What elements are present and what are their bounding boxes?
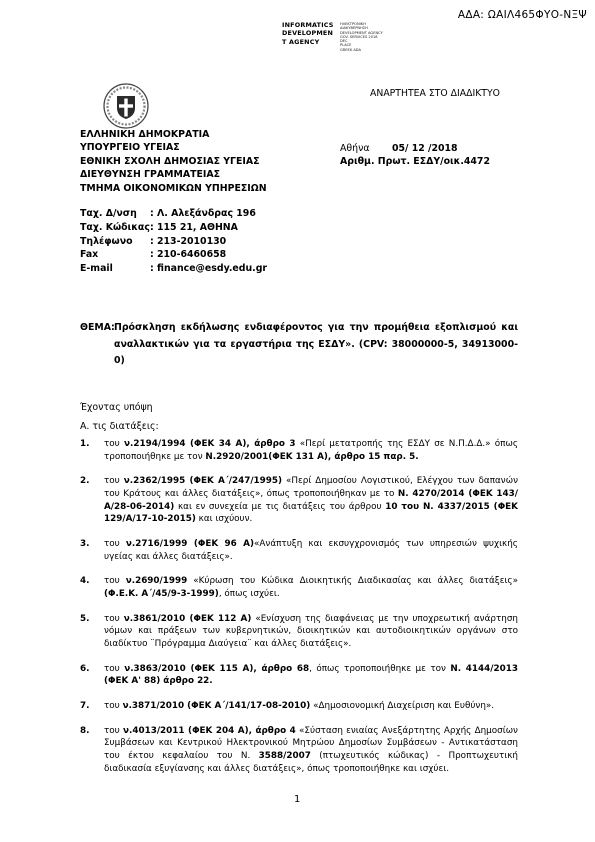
subject-label: ΘΕΜΑ: xyxy=(80,322,115,333)
protocol-row xyxy=(340,155,490,168)
stamp-small-line: GREEK ADA xyxy=(340,47,361,52)
contact-row xyxy=(80,248,267,262)
header-line: ΕΛΛΗΝΙΚΗ ΔΗΜΟΚΡΑΤΙΑ xyxy=(80,129,210,140)
provision-item xyxy=(80,663,518,688)
provision-number: 7. xyxy=(80,701,90,712)
law-reference: (Φ.Ε.Κ. Α΄/45/9-3-1999) xyxy=(104,588,219,599)
provisions-list xyxy=(80,438,518,787)
date-protocol-block xyxy=(340,142,490,169)
provision-item xyxy=(80,475,518,525)
header-line: ΔΙΕΥΘΥΝΣΗ ΓΡΑΜΜΑΤΕΙΑΣ xyxy=(80,169,221,181)
law-reference: Ν. 4144/2013 (ΦΕΚ Α' 88) άρθρο 22. xyxy=(104,663,518,687)
ada-code: ΑΔΑ: ΩΑΙΛ465ΦΥΟ-ΝΞΨ xyxy=(457,9,587,21)
subject-text: Πρόσκληση εκδήλωσης ενδιαφέροντος για την προμήθεια εξοπλισμού και αναλλακτικών για τα εργαστήρια της ΕΣΔΥ». (CPV: 38000000-5, 34913000-0) xyxy=(114,322,518,366)
contact-value: : Λ. Αλεξάνδρας 196 xyxy=(150,208,256,219)
law-reference: ν.4013/2011 (ΦΕΚ 204 Α), άρθρο 4 xyxy=(123,725,296,736)
post-online-notice: ΑΝΑΡΤΗΤΕΑ ΣΤΟ ΔΙΑΔΙΚΤΥΟ xyxy=(370,88,500,99)
law-reference: ν.3871/2010 (ΦΕΚ Α΄/141/17-08-2010) xyxy=(122,701,311,712)
provision-text: του ν.2690/1999 «Κύρωση του Κώδικα Διοικητικής Διαδικασίας και άλλες διατάξεις» (Φ.Ε.Κ. Α΄/45/9-3-1999), όπως ισχύει. xyxy=(104,576,518,599)
contact-label: Fax xyxy=(80,249,99,261)
contact-row xyxy=(80,262,267,276)
provisions-heading: Α. τις διατάξεις: xyxy=(80,421,159,432)
date-row xyxy=(340,142,490,155)
law-reference: ν.2690/1999 xyxy=(125,576,188,587)
stamp-small-line: ΔΙΑΚΥΒΕΡΝΗΣΗ xyxy=(340,26,368,31)
provision-number: 2. xyxy=(80,476,90,487)
provision-number: 6. xyxy=(80,663,90,674)
page-number: 1 xyxy=(294,794,301,805)
stamp-title xyxy=(282,21,334,46)
provision-number: 8. xyxy=(80,725,90,736)
provision-number: 5. xyxy=(80,613,90,624)
document-date: 05/ 12 /2018 xyxy=(392,143,458,154)
provision-item xyxy=(80,700,518,713)
law-reference: ν.3861/2010 (ΦΕΚ 112 Α) xyxy=(123,613,252,624)
law-reference: ν.2716/1999 (ΦΕΚ 96 Α) xyxy=(125,538,255,549)
stamp-small-line: ΗΛΕΚΤΡΟΝΙΚΗ xyxy=(340,22,366,26)
provision-text: του ν.3871/2010 (ΦΕΚ Α΄/141/17-08-2010) «Δημοσιονομική Διαχείριση και Ευθύνη». xyxy=(104,701,495,712)
header-line: ΤΜΗΜΑ ΟΙΚΟΝΟΜΙΚΩΝ ΥΠΗΡΕΣΙΩΝ xyxy=(80,182,267,194)
diavgeia-stamp xyxy=(282,21,402,52)
provision-item xyxy=(80,613,518,651)
contact-value: : 210-6460658 xyxy=(150,249,227,261)
provision-text: του ν.2362/1995 (ΦΕΚ Α΄/247/1995) «Περί Δημοσίου Λογιστικού, Ελέγχου των δαπανών του Κράτους και άλλες διατάξεις», όπως τροποποιήθηκαν με το Ν. 4270/2014 (ΦΕΚ 143/Α/28-06-2014) και εν συνεχεία με τις διατάξεις του άρθρου 10 του Ν. 4337/2015 (ΦΕΚ 129/Α/17-10-2015) και ισχύουν. xyxy=(104,476,518,525)
stamp-line: INFORMATICS xyxy=(282,21,334,29)
stamp-line: T AGENCY xyxy=(282,37,320,46)
email-link[interactable]: : finance@esdy.edu.gr xyxy=(150,263,268,275)
contact-label: Ταχ. Κώδικας xyxy=(80,221,150,233)
law-reference: Ν.2920/2001(ΦΕΚ 131 Α), άρθρο 15 παρ. 5. xyxy=(205,451,419,462)
contact-label: E-mail xyxy=(80,263,113,275)
provision-number: 3. xyxy=(80,538,90,549)
provision-item xyxy=(80,725,518,775)
header-line: ΥΠΟΥΡΓΕΙΟ ΥΓΕΙΑΣ xyxy=(80,142,180,154)
provision-item xyxy=(80,575,518,600)
provision-item xyxy=(80,538,518,563)
law-reference: 3588/2007 xyxy=(258,751,311,761)
stamp-line: DEVELOPMEN xyxy=(282,29,334,38)
provision-item xyxy=(80,438,518,463)
provision-text: του ν.2716/1999 (ΦΕΚ 96 Α)«Ανάπτυξη και εκσυγχρονισμός των υπηρεσιών ψυχικής υγείας και άλλες διατάξεις». xyxy=(104,538,518,562)
provision-text: του ν.2194/1994 (ΦΕΚ 34 Α), άρθρο 3 «Περί μετατροπής της ΕΣΔΥ σε Ν.Π.Δ.Δ.» όπως τροποποιήθηκε με τον Ν.2920/2001(ΦΕΚ 131 Α), άρθρο 15 παρ. 5. xyxy=(104,439,518,462)
contact-row xyxy=(80,207,267,221)
law-reference: ν.3863/2010 (ΦΕΚ 115 Α), άρθρο 68 xyxy=(124,663,310,674)
stamp-small-line: DEC xyxy=(340,39,348,44)
law-reference: ν.2362/1995 (ΦΕΚ Α΄/247/1995) xyxy=(123,476,283,487)
provision-text: του ν.3863/2010 (ΦΕΚ 115 Α), άρθρο 68, όπως τροποποιήθηκε με τον Ν. 4144/2013 (ΦΕΚ Α' 88) άρθρο 22. xyxy=(104,663,518,687)
contact-value: : 115 21, ΑΘΗΝΑ xyxy=(150,221,238,233)
protocol-number: Αριθμ. Πρωτ. ΕΣΔΥ/οικ.4472 xyxy=(340,156,490,168)
contact-label: Τηλέφωνο xyxy=(80,235,133,247)
issuer-header xyxy=(80,128,267,195)
stamp-small-line: GOV. SERVICES 2018 xyxy=(340,34,378,39)
provision-text: του ν.4013/2011 (ΦΕΚ 204 Α), άρθρο 4 «Σύσταση ενιαίας Ανεξάρτητης Αρχής Δημοσίων Συμβάσεων και Κεντρικού Ηλεκτρονικού Μητρώου Δημοσίων Συμβάσεων - Αντικατάσταση του έκτου κεφαλαίου του Ν. 3588/2007 (πτωχευτικός κώδικας) - Προπτωχευτική διαδικασία εξυγίανσης και άλλες διατάξεις», όπως τροποποιήθηκε και ισχύει. xyxy=(104,725,518,774)
provision-number: 4. xyxy=(80,576,90,587)
provision-text: του ν.3861/2010 (ΦΕΚ 112 Α) «Ενίσχυση της διαφάνειας με την υποχρεωτική ανάρτηση νόμων και πράξεων των κυβερνητικών, διοικητικών και αυτοδιοικητικών οργάνων στο διαδίκτυο ¨Πρόγραμμα Διαύγεια¨ και άλλες διατάξεις». xyxy=(104,613,518,649)
header-line: ΕΘΝΙΚΗ ΣΧΟΛΗ ΔΗΜΟΣΙΑΣ ΥΓΕΙΑΣ xyxy=(80,155,260,167)
place-label: Αθήνα xyxy=(340,143,370,154)
contact-block xyxy=(80,207,267,276)
subject-block xyxy=(80,320,518,370)
stamp-small-text xyxy=(340,22,383,52)
considering-heading: Έχοντας υπόψη xyxy=(80,402,153,413)
stamp-small-line: PLACE xyxy=(340,43,352,48)
contact-label: Ταχ. Δ/νση xyxy=(80,208,137,219)
law-reference: 10 του Ν. 4337/2015 (ΦΕΚ 129/Α/17-10-2015) xyxy=(104,501,518,525)
greek-emblem-icon xyxy=(103,83,149,129)
law-reference: ν.2194/1994 (ΦΕΚ 34 Α), άρθρο 3 xyxy=(124,439,296,449)
provision-number: 1. xyxy=(80,439,90,449)
law-reference: Ν. 4270/2014 (ΦΕΚ 143/Α/28-06-2014) xyxy=(104,488,518,512)
contact-value: : 213-2010130 xyxy=(150,235,227,247)
contact-row xyxy=(80,221,267,235)
contact-row xyxy=(80,235,267,249)
stamp-small-line: DEVELOPMENT AGENCY xyxy=(340,30,383,35)
